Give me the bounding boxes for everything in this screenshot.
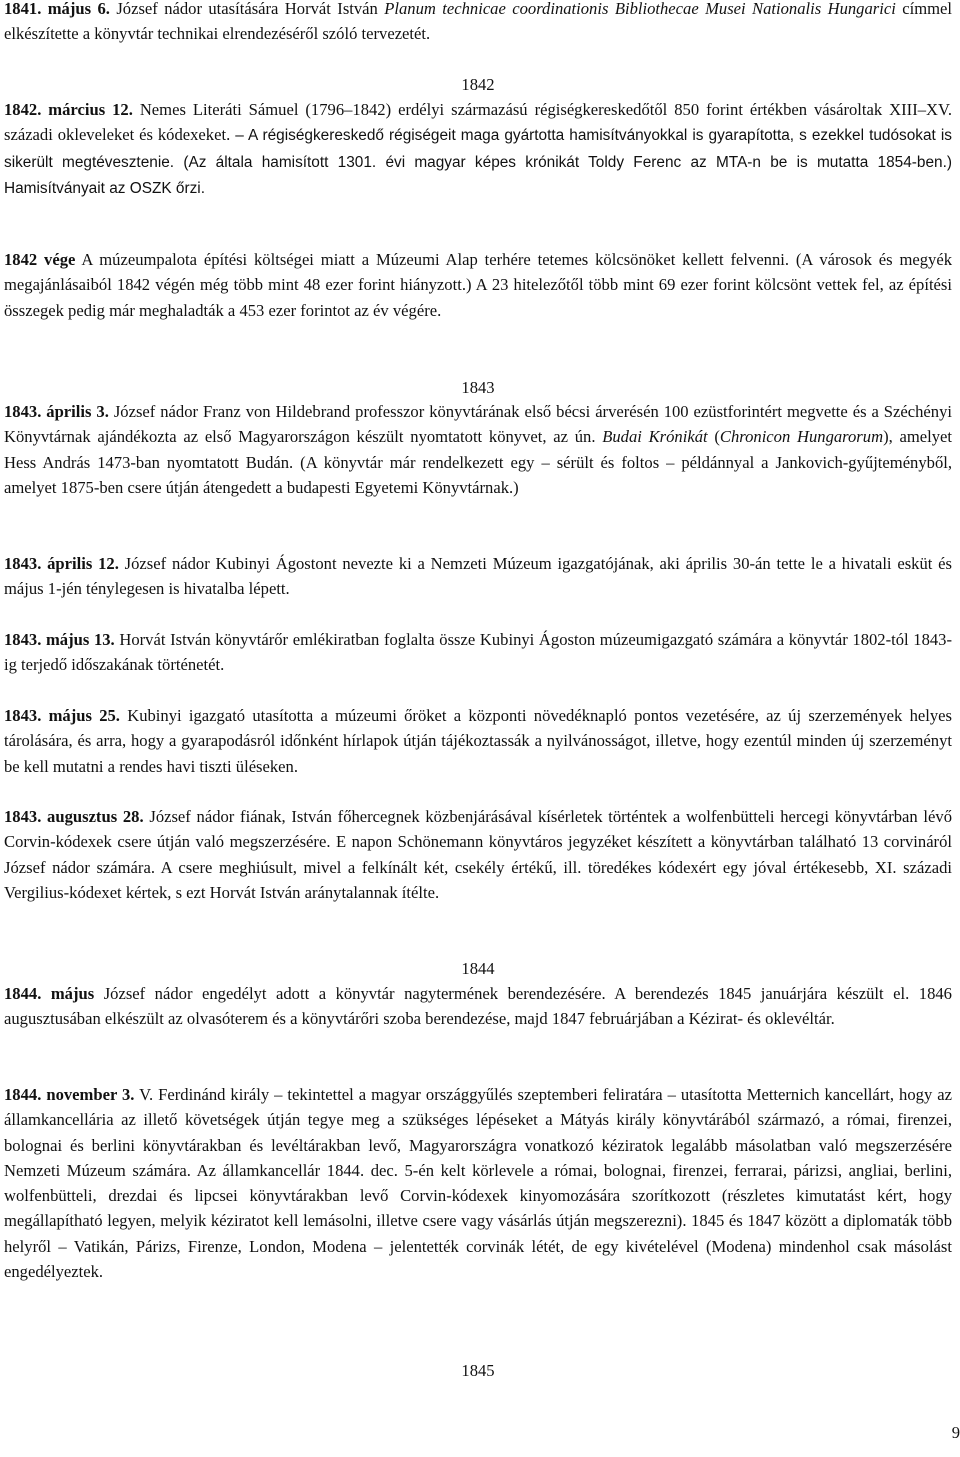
entry-text: József nádor utasítására Horvát István	[116, 0, 385, 18]
entry-date: 1843. április 3.	[4, 402, 109, 421]
entry-text: ), amelyet Hess András 1473-ban nyomtatott Budán. (A könyvtár már rendelkezett egy – sérült és foltos – példánnyal a Jankovich-gyűjteményből, amelyet 1875-ben csere útján átengedett a budapesti Egyetemi Könyvtárnak.)	[4, 427, 952, 497]
entry-date: 1844. május	[4, 984, 95, 1003]
entry-text: Horvát István könyvtárőr emlékiratban foglalta össze Kubinyi Ágoston múzeumigazgató számára a könyvtár 1802-tól 1843-ig terjedő időszakának történetét.	[4, 630, 952, 675]
entry-date: 1843. április 12.	[4, 554, 119, 573]
entry-1841-may-6	[4, 0, 952, 47]
entry-1842-end	[4, 247, 952, 323]
entry-text: címmel elkészítette a könyvtár technikai elrendezéséről szóló tervezetét.	[4, 0, 952, 44]
entry-text: József nádor engedélyt adott a könyvtár nagytermének berendezésére. A berendezés 1845 januárjára készült el. 1846 augusztusában elkészült az olvasóterem és a könyvtárőri szoba berendezése, majd 1847 februárjában a Kézirat- és oklevéltár.	[4, 984, 952, 1029]
year-heading-1843: 1843	[461, 378, 495, 397]
entry-1843-may-25	[4, 703, 952, 779]
entry-1844-november-3	[4, 1082, 952, 1284]
entry-title: Budai Krónikát	[602, 427, 708, 447]
entry-date: 1841. május 6.	[4, 0, 110, 18]
entry-1844-may	[4, 981, 952, 1032]
entry-title: Planum technicae coordinationis Bibliothecae Musei Nationalis Hungarici	[384, 0, 896, 18]
entry-date: 1843. május 13.	[4, 630, 115, 649]
entry-text: József nádor Franz von Hildebrand professzor könyvtárának első bécsi árverésén 100 ezüstforintért megvette és a Széchényi Könyvtárnak ajándékozta az első Magyarországon készült nyomtatott könyvet, az ún.	[4, 402, 953, 447]
entry-date: 1844. november 3.	[4, 1085, 135, 1104]
entry-date: 1843. május 25.	[4, 706, 120, 725]
entry-text: – A régiségkereskedő régiségeit maga gyártotta hamisítványokkal is gyarapította, s ezekkel tudósokat is sikerült megtévesztenie. (Az általa hamisított 1301. évi magyar képes krónikát Toldy Ferenc az MTA-n be is mutatta 1854-ben.) Hamisítványait az OSZK őrzi.	[4, 127, 952, 197]
entry-date: 1842. március 12.	[4, 100, 133, 119]
entry-date: 1842 vége	[4, 250, 76, 269]
entry-text: József nádor fiának, István főhercegnek közbenjárásával kísérletek történtek a wolfenbütteli hercegi könyvtárban lévő Corvin-kódexek csere útján való megszerzésére. E napon Schönemann könyvtáros jegyzéket készített a könyvtárban található 13 corvináról József nádor számára. A csere meghiúsult, mivel a felkínált két, csekély értékű, ill. töredékes kódexért egy jóval értékesebb, XI. századi Vergilius-kódexet kértek, s ezt Horvát István aránytalannak ítélte.	[4, 807, 953, 902]
entry-1843-may-13	[4, 627, 952, 678]
entry-1843-april-3	[4, 399, 952, 500]
entry-title: Chronicon Hungarorum	[719, 427, 884, 447]
entry-text: Kubinyi igazgató utasította a múzeumi őröket a központi növedéknapló pontos vezetésére, az új szerzemények helyes tárolására, és arra, hogy a gyarapodásról időnként hírlapok útján tájékoztassák a nyilvánosságot, illetve, hogy ezentúl minden új szerzeményt be kell mutatni a rendes havi tiszti üléseken.	[4, 706, 952, 776]
year-heading-1845: 1845	[461, 1361, 495, 1380]
entry-text: (	[707, 427, 720, 447]
year-heading-1842: 1842	[461, 75, 495, 94]
entry-text: V. Ferdinánd király – tekintettel a magyar országgyűlés szeptemberi feliratára – utasította Metternich kancellárt, hogy az államkancellária az illető követségek útján tegye meg a szükséges lépéseket a Mátyás király könyvtárából származó, a római, firenzei, bolognai és berlini könyvtárakban és levéltárakban levő, Magyarországra vonatkozó kéziratok legalább másolatban való megszerzésére Nemzeti Múzeum számára. Az államkancellár 1844. dec. 5-én kelt körlevele a római, bolognai, firenzei, ferrarai, párizsi, angliai, berlini, wolfenbütteli, drezdai és lipcsei könyvtárakban levő Corvin-kódexek kinyomozására szorítkozott (részletes kimutatást kért, hogy megállapítható legyen, melyik kéziratot kell lemásolni, illetve csere vagy vásárlás útján megszerezni). 1845 és 1847 között a diplomaták több helyről – Vatikán, Párizs, Firenze, London, Modena – jelentették corvinák létét, de egy kivételével (Modena) mindenhol csak másolást engedélyeztek.	[4, 1085, 952, 1282]
entry-1842-march-12	[4, 97, 952, 201]
page-number: 9	[951, 1423, 960, 1442]
entry-1843-august-28	[4, 804, 952, 905]
entry-text: Nemes Literáti Sámuel (1796–1842) erdélyi származású régiségkereskedőtől 850 forint értékben vásároltak XIII–XV. századi okleveleket és kódexeket.	[4, 100, 952, 145]
entry-1843-april-12	[4, 551, 952, 602]
entry-text: A múzeumpalota építési költségei miatt a Múzeumi Alap terhére tetemes kölcsönöket kellett felvenni. (A városok és megyék megajánlásaiból 1842 végén még több mint 48 ezer forint hiányzott.) A 23 hitelezőtől több mint 69 ezer forint kölcsönt vettek fel, az építési összegek pedig már meghaladták a 453 ezer forintot az év végére.	[4, 250, 952, 320]
entry-text: József nádor Kubinyi Ágostont nevezte ki a Nemzeti Múzeum igazgatójának, aki április 30-án tette le a hivatali esküt és május 1-jén ténylegesen is hivatalba lépett.	[4, 554, 952, 599]
entry-date: 1843. augusztus 28.	[4, 807, 144, 826]
year-heading-1844: 1844	[461, 959, 495, 978]
